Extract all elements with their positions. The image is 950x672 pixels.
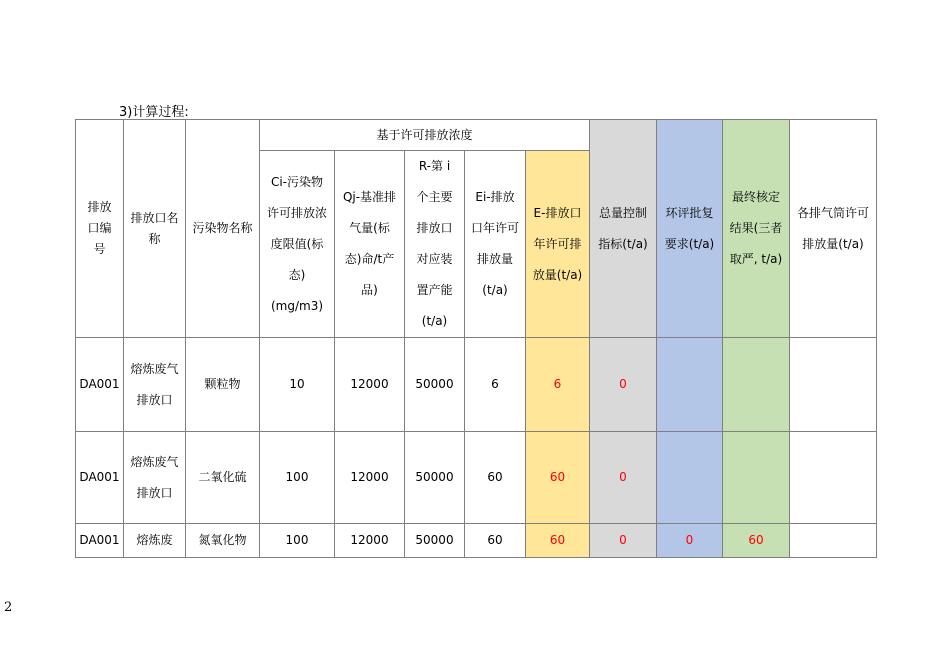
header-e: E-排放口年许可排放量(t/a) bbox=[526, 151, 590, 338]
emission-calc-table bbox=[75, 119, 877, 558]
table-row bbox=[76, 432, 877, 524]
cell-qj: 12000 bbox=[335, 432, 405, 524]
cell-final bbox=[723, 432, 790, 524]
header-ci: Ci-污染物许可排放浓度限值(标态)(mg/m3) bbox=[260, 151, 335, 338]
cell-pollutant: 二氧化硫 bbox=[186, 432, 260, 524]
cell-ei: 60 bbox=[465, 524, 526, 558]
table-row bbox=[76, 524, 877, 558]
cell-pollutant: 氮氧化物 bbox=[186, 524, 260, 558]
header-outlet-id: 排放口编号 bbox=[76, 120, 124, 338]
cell-ei: 6 bbox=[465, 338, 526, 432]
header-outlet-name: 排放口名称 bbox=[124, 120, 186, 338]
cell-outlet-id: DA001 bbox=[76, 338, 124, 432]
cell-ci: 10 bbox=[260, 338, 335, 432]
cell-outlet-name: 熔炼废气排放口 bbox=[124, 338, 186, 432]
cell-qj: 12000 bbox=[335, 338, 405, 432]
cell-e: 6 bbox=[526, 338, 590, 432]
cell-ci: 100 bbox=[260, 432, 335, 524]
header-qj: Qj-基准排气量(标态)命/t产品) bbox=[335, 151, 405, 338]
header-final-result: 最终核定结果(三者取严, t/a) bbox=[723, 120, 790, 338]
cell-stacks bbox=[790, 338, 877, 432]
header-pollutant: 污染物名称 bbox=[186, 120, 260, 338]
cell-stacks bbox=[790, 524, 877, 558]
page-number: 2 bbox=[4, 600, 13, 615]
cell-total: 0 bbox=[590, 524, 657, 558]
header-total-control: 总量控制指标(t/a) bbox=[590, 120, 657, 338]
cell-outlet-name: 熔炼废 bbox=[124, 524, 186, 558]
cell-ei: 60 bbox=[465, 432, 526, 524]
table-row bbox=[76, 338, 877, 432]
cell-e: 60 bbox=[526, 524, 590, 558]
cell-final bbox=[723, 338, 790, 432]
cell-qj: 12000 bbox=[335, 524, 405, 558]
header-group-concentration: 基于许可排放浓度 bbox=[260, 120, 590, 151]
cell-outlet-id: DA001 bbox=[76, 524, 124, 558]
header-r: R-第 i 个主要排放口对应装置产能(t/a) bbox=[405, 151, 465, 338]
cell-ci: 100 bbox=[260, 524, 335, 558]
header-eia-approval: 环评批复要求(t/a) bbox=[657, 120, 723, 338]
cell-total: 0 bbox=[590, 432, 657, 524]
cell-outlet-name: 熔炼废气排放口 bbox=[124, 432, 186, 524]
cell-pollutant: 颗粒物 bbox=[186, 338, 260, 432]
cell-outlet-id: DA001 bbox=[76, 432, 124, 524]
cell-eia bbox=[657, 432, 723, 524]
cell-total: 0 bbox=[590, 338, 657, 432]
cell-final: 60 bbox=[723, 524, 790, 558]
cell-stacks bbox=[790, 432, 877, 524]
cell-r: 50000 bbox=[405, 432, 465, 524]
header-ei: Ei-排放口年许可排放量(t/a) bbox=[465, 151, 526, 338]
cell-e: 60 bbox=[526, 432, 590, 524]
cell-eia bbox=[657, 338, 723, 432]
cell-r: 50000 bbox=[405, 524, 465, 558]
header-row-1 bbox=[76, 120, 877, 151]
cell-eia: 0 bbox=[657, 524, 723, 558]
section-heading: 3)计算过程: bbox=[119, 105, 189, 120]
header-stack-permitted: 各排气筒许可排放量(t/a) bbox=[790, 120, 877, 338]
cell-r: 50000 bbox=[405, 338, 465, 432]
